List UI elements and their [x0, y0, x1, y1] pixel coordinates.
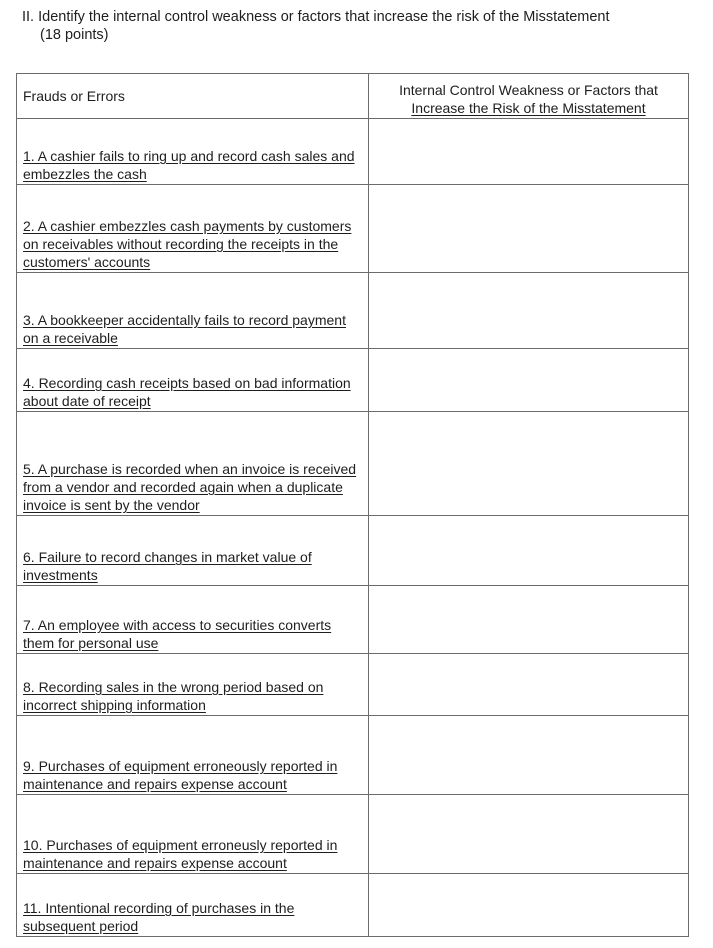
table-row: [17, 654, 689, 716]
row-1-description: [17, 119, 369, 185]
row-6-answer-cell[interactable]: [369, 516, 689, 586]
row-10-answer-cell[interactable]: [369, 795, 689, 874]
row-9-text: 9. Purchases of equipment erroneously reported in maintenance and repairs expense account: [23, 758, 338, 792]
row-10-text: 10. Purchases of equipment erroneusly reported in maintenance and repairs expense account: [23, 837, 338, 871]
table-row: [17, 349, 689, 412]
table-row: [17, 874, 689, 937]
table-row: [17, 412, 689, 516]
header-weakness-line1: Internal Control Weakness or Factors that: [399, 82, 658, 98]
row-4-description: [17, 349, 369, 412]
frauds-errors-table: [16, 73, 689, 937]
header-frauds-label: Frauds or Errors: [23, 87, 125, 104]
row-2-answer-cell[interactable]: [369, 185, 689, 273]
row-2-description: [17, 185, 369, 273]
table-row: [17, 185, 689, 273]
row-3-answer-cell[interactable]: [369, 273, 689, 349]
row-5-answer-cell[interactable]: [369, 412, 689, 516]
row-4-text: 4. Recording cash receipts based on bad information about date of receipt: [23, 375, 351, 409]
section-heading: [22, 8, 702, 44]
row-1-answer-cell[interactable]: [369, 119, 689, 185]
table-row: [17, 716, 689, 795]
row-11-answer-cell[interactable]: [369, 874, 689, 937]
table-header-row: [17, 74, 689, 119]
row-2-text: 2. A cashier embezzles cash payments by customers on receivables without recording the receipts in the customers' accounts: [23, 218, 352, 270]
row-6-description: [17, 516, 369, 586]
row-4-answer-cell[interactable]: [369, 349, 689, 412]
row-8-text: 8. Recording sales in the wrong period based on incorrect shipping information: [23, 679, 324, 713]
points-label: (18 points): [40, 27, 109, 43]
table-row: [17, 586, 689, 654]
header-weakness-line2: Increase the Risk of the Misstatement: [411, 100, 646, 116]
row-7-description: [17, 586, 369, 654]
table-row: [17, 273, 689, 349]
row-8-description: [17, 654, 369, 716]
table-row: [17, 795, 689, 874]
row-6-text: 6. Failure to record changes in market value of investments: [23, 549, 312, 583]
row-5-description: [17, 412, 369, 516]
table-row: [17, 516, 689, 586]
row-7-text: 7. An employee with access to securities converts them for personal use: [23, 617, 332, 651]
row-3-description: [17, 273, 369, 349]
row-11-text: 11. Intentional recording of purchases in the subsequent period: [23, 900, 295, 934]
row-9-description: [17, 716, 369, 795]
row-1-text: 1. A cashier fails to ring up and record cash sales and embezzles the cash: [23, 148, 355, 182]
row-9-answer-cell[interactable]: [369, 716, 689, 795]
row-11-description: [17, 874, 369, 937]
row-3-text: 3. A bookkeeper accidentally fails to record payment on a receivable: [23, 312, 346, 346]
row-7-answer-cell[interactable]: [369, 586, 689, 654]
table-row: [17, 119, 689, 185]
header-internal-control-weakness: [369, 74, 689, 119]
row-8-answer-cell[interactable]: [369, 654, 689, 716]
row-10-description: [17, 795, 369, 874]
header-frauds-or-errors: [17, 74, 369, 119]
row-5-text: 5. A purchase is recorded when an invoice is received from a vendor and recorded again when a duplicate invoice is sent by the vendor: [23, 461, 357, 513]
section-title: II. Identify the internal control weakness or factors that increase the risk of the Misstatement: [22, 9, 610, 25]
